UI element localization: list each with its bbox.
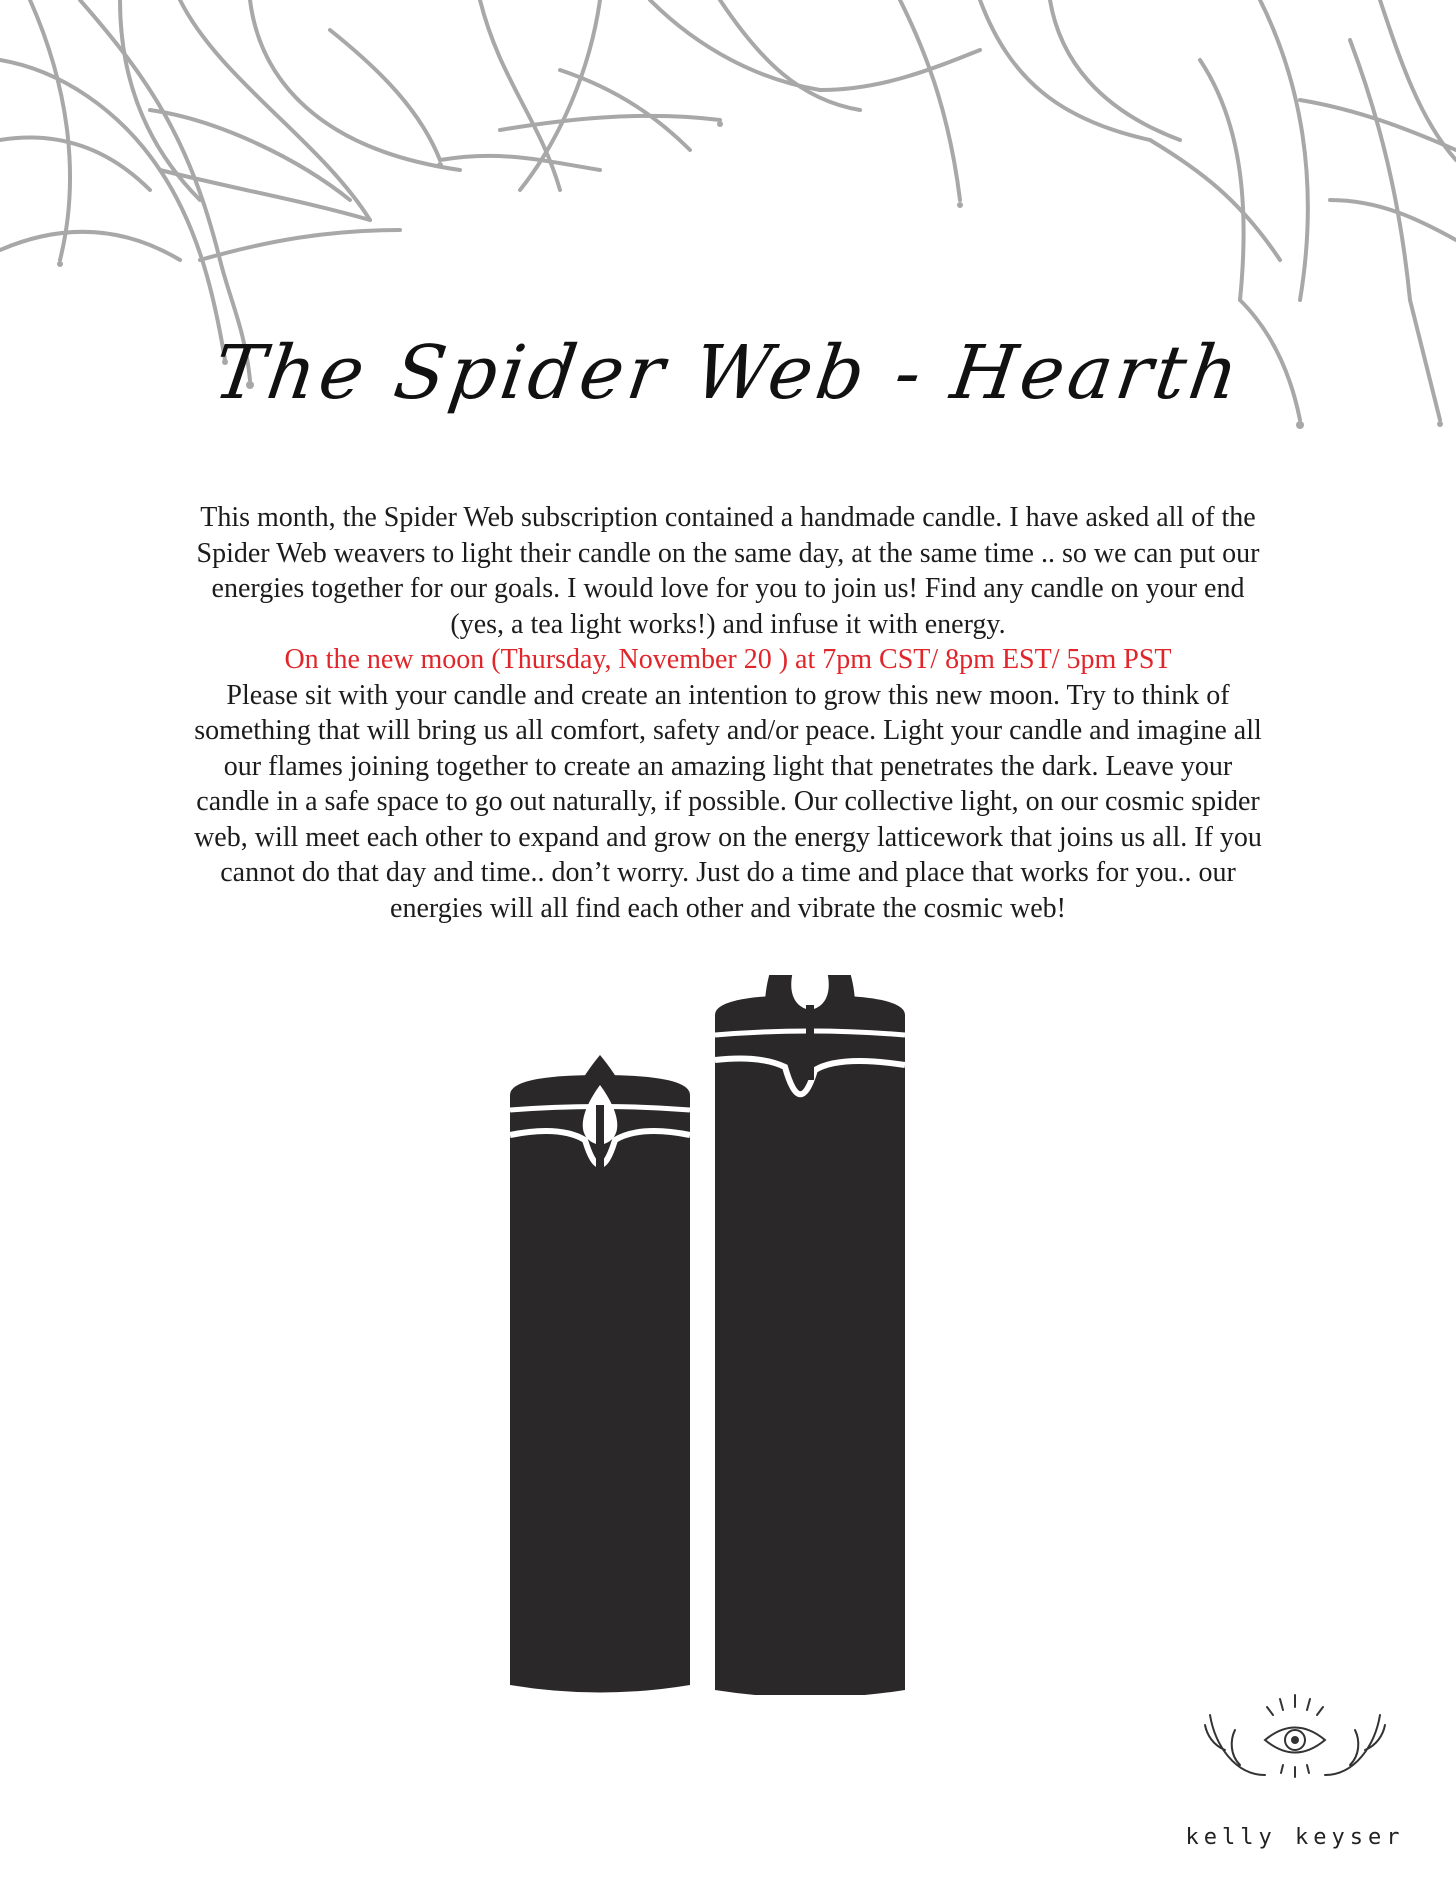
- instruction-line: energies will all find each other and vibrate the cosmic web!: [390, 892, 1066, 924]
- intro-line: energies together for our goals. I would love for you to join us! Find any candle on your end: [211, 573, 1245, 604]
- instruction-line: candle in a safe space to go out naturally, if possible. Our collective light, on our cosmic spider: [196, 786, 1260, 817]
- instruction-line: Please sit with your candle and create an intention to grow this new moon. Try to think of: [226, 679, 1230, 711]
- page-title: The Spider Web - Hearth: [208, 330, 1248, 416]
- instruction-line: web, will meet each other to expand and grow on the energy latticework that joins us all. If you: [194, 821, 1262, 853]
- intro-line: Spider Web weavers to light their candle on the same day, at the same time .. so we can put our: [196, 537, 1260, 569]
- logo-text: kelly keyser: [1185, 1825, 1405, 1850]
- new-moon-time: On the new moon (Thursday, November 20 ) at 7pm CST/ 8pm EST/ 5pm PST: [284, 644, 1172, 675]
- intro-line: This month, the Spider Web subscription contained a handmade candle. I have asked all of the: [200, 502, 1256, 533]
- instruction-line: something that will bring us all comfort, safety and/or peace. Light your candle and imagine all: [194, 715, 1262, 746]
- intro-line: (yes, a tea light works!) and infuse it with energy.: [450, 608, 1006, 640]
- instruction-line: cannot do that day and time.. don’t worry. Just do a time and place that works for you.. our: [220, 857, 1236, 888]
- body-text: [140, 500, 1316, 926]
- candles-illustration: [490, 975, 1010, 1695]
- instruction-line: our flames joining together to create an amazing light that penetrates the dark. Leave your: [223, 750, 1233, 782]
